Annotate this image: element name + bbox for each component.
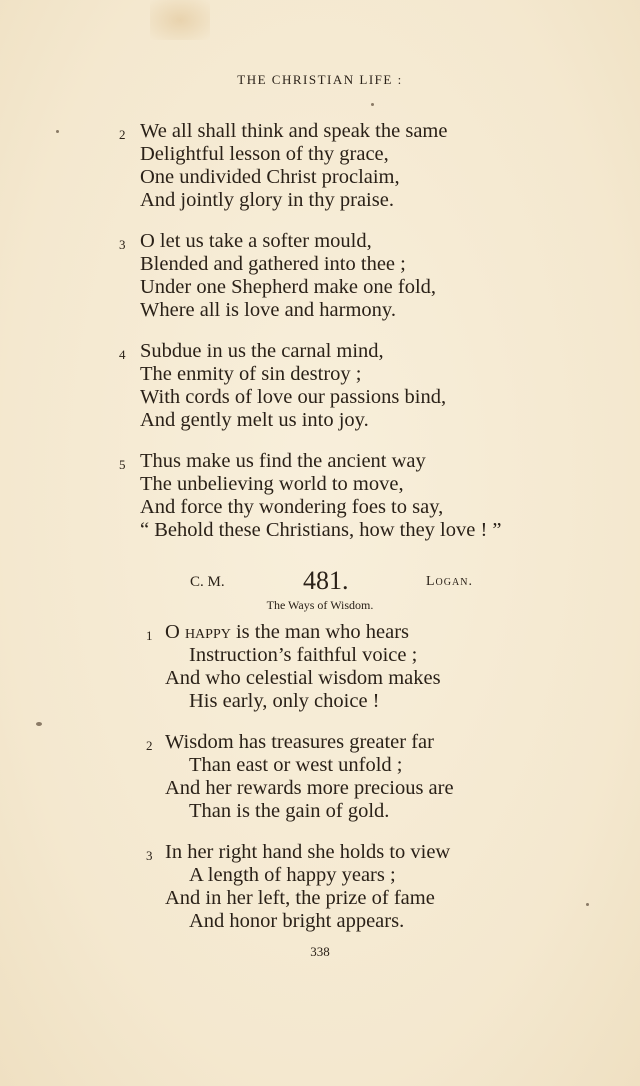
stanza-number: 4 — [119, 347, 126, 362]
verse-line: And force thy wondering foes to say, — [140, 496, 444, 518]
verse-line: O let us take a softer mould, — [140, 230, 372, 252]
paper-speck — [371, 103, 374, 106]
verse-line: His early, only choice ! — [189, 690, 380, 712]
paper-speck — [56, 130, 59, 133]
verse-line: Subdue in us the carnal mind, — [140, 340, 384, 362]
verse-line: And her rewards more precious are — [165, 777, 454, 799]
stanza-number: 2 — [146, 738, 153, 753]
verse-line: Thus make us find the ancient way — [140, 450, 426, 472]
stanza-number: 2 — [119, 127, 126, 142]
hymn-heading — [0, 566, 640, 596]
hymn-tune: Logan. — [426, 574, 473, 589]
verse-line: Blended and gathered into thee ; — [140, 253, 406, 275]
verse-line: Under one Shepherd make one fold, — [140, 276, 437, 298]
verse-line: And gently melt us into joy. — [140, 409, 369, 431]
hymn-number: 481. — [303, 566, 349, 595]
verse-line: Than east or west unfold ; — [189, 754, 403, 776]
verse-line: In her right hand she holds to view — [165, 841, 451, 863]
verse-line: One undivided Christ proclaim, — [140, 166, 400, 188]
paper-speck — [586, 903, 589, 906]
running-head: THE CHRISTIAN LIFE : — [237, 72, 403, 87]
paper-speck — [36, 722, 42, 726]
hymn-meter: C. M. — [190, 574, 225, 590]
verse-line: And jointly glory in thy praise. — [140, 189, 394, 211]
verse-line: With cords of love our passions bind, — [140, 386, 447, 408]
first-word: O — [165, 621, 180, 643]
verse-line: A length of happy years ; — [189, 864, 396, 886]
small-caps-word: happy — [184, 621, 231, 643]
verse-line: Delightful lesson of thy grace, — [140, 143, 389, 165]
verse-line: And in her left, the prize of fame — [165, 887, 435, 909]
first-line-rest: is the man who hears — [230, 621, 410, 643]
stanza-number: 1 — [146, 628, 153, 643]
verse-line-first — [165, 622, 409, 643]
verse-line: Than is the gain of gold. — [189, 800, 390, 822]
verse-line: The enmity of sin destroy ; — [140, 363, 362, 385]
verse-line: And who celestial wisdom makes — [165, 667, 441, 689]
verse-line: Where all is love and harmony. — [140, 299, 396, 321]
verse-line: The unbelieving world to move, — [140, 473, 404, 495]
verse-line: Instruction’s faithful voice ; — [189, 644, 418, 666]
verse-line: We all shall think and speak the same — [140, 120, 448, 142]
verse-line: And honor bright appears. — [189, 910, 405, 932]
verse-line: Wisdom has treasures greater far — [165, 731, 434, 753]
verse-line: “ Behold these Christians, how they love ! ” — [140, 519, 502, 541]
stanza-number: 3 — [119, 237, 126, 252]
stanza-number: 3 — [146, 848, 153, 863]
stanza-number: 5 — [119, 457, 126, 472]
hymn-title: The Ways of Wisdom. — [266, 598, 374, 612]
paper-stain — [150, 0, 210, 40]
page-number: 338 — [310, 944, 330, 959]
